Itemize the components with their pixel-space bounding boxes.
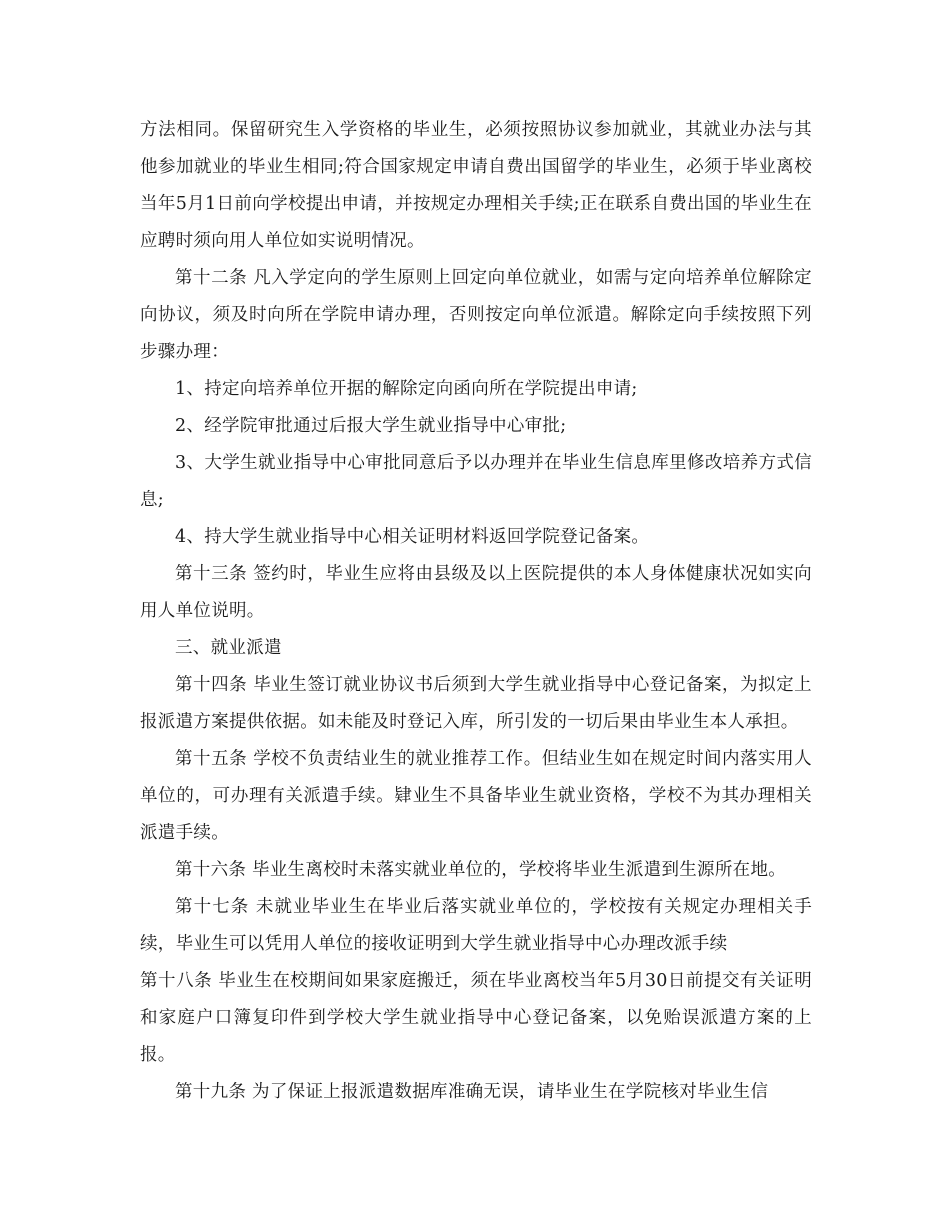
article-16-paragraph: 第十六条 毕业生离校时未落实就业单位的，学校将毕业生派遣到生源所在地。	[175, 860, 787, 880]
article-12-paragraph: 第十二条 凡入学定向的学生原则上回定向单位就业，如需与定向培养单位解除定向协议，须及时向所在学院申请办理，否则按定向单位派遣。解除定向手续按照下列步骤办理：	[140, 268, 812, 362]
article-14-paragraph: 第十四条 毕业生签订就业协议书后须到大学生就业指导中心登记备案，为拟定上报派遣方案提供依据。如未能及时登记入库，所引发的一切后果由毕业生本人承担。	[140, 675, 812, 732]
step-3-item: 3、大学生就业指导中心审批同意后予以办理并在毕业生信息库里修改培养方式信息;	[140, 453, 812, 510]
article-19-paragraph: 第十九条 为了保证上报派遣数据库准确无误，请毕业生在学院核对毕业生信	[175, 1082, 769, 1102]
step-2-item: 2、经学院审批通过后报大学生就业指导中心审批;	[175, 416, 567, 436]
document-body	[140, 112, 812, 1111]
article-15-paragraph: 第十五条 学校不负责结业生的就业推荐工作。但结业生如在规定时间内落实用人单位的，可办理有关派遣手续。肄业生不具备毕业生就业资格，学校不为其办理相关派遣手续。	[140, 749, 812, 843]
step-4-item: 4、持大学生就业指导中心相关证明材料返回学院登记备案。	[175, 527, 650, 547]
step-1-item: 1、持定向培养单位开据的解除定向函向所在学院提出申请;	[175, 379, 638, 399]
article-13-paragraph: 第十三条 签约时，毕业生应将由县级及以上医院提供的本人身体健康状况如实向用人单位说明。	[140, 564, 812, 621]
section-heading: 三、就业派遣	[175, 638, 282, 658]
article-18-paragraph: 第十八条 毕业生在校期间如果家庭搬迁，须在毕业离校当年5月30日前提交有关证明和家庭户口簿复印件到学校大学生就业指导中心登记备案，以免贻误派遣方案的上报。	[140, 971, 812, 1065]
article-17-paragraph: 第十七条 未就业毕业生在毕业后落实就业单位的，学校按有关规定办理相关手续，毕业生可以凭用人单位的接收证明到大学生就业指导中心办理改派手续	[140, 897, 812, 954]
paragraph-1: 方法相同。保留研究生入学资格的毕业生，必须按照协议参加就业，其就业办法与其他参加就业的毕业生相同;符合国家规定申请自费出国留学的毕业生，必须于毕业离校当年5月1日前向学校提出申请，并按规定办理相关手续;正在联系自费出国的毕业生在应聘时须向用人单位如实说明情况。	[140, 120, 812, 251]
